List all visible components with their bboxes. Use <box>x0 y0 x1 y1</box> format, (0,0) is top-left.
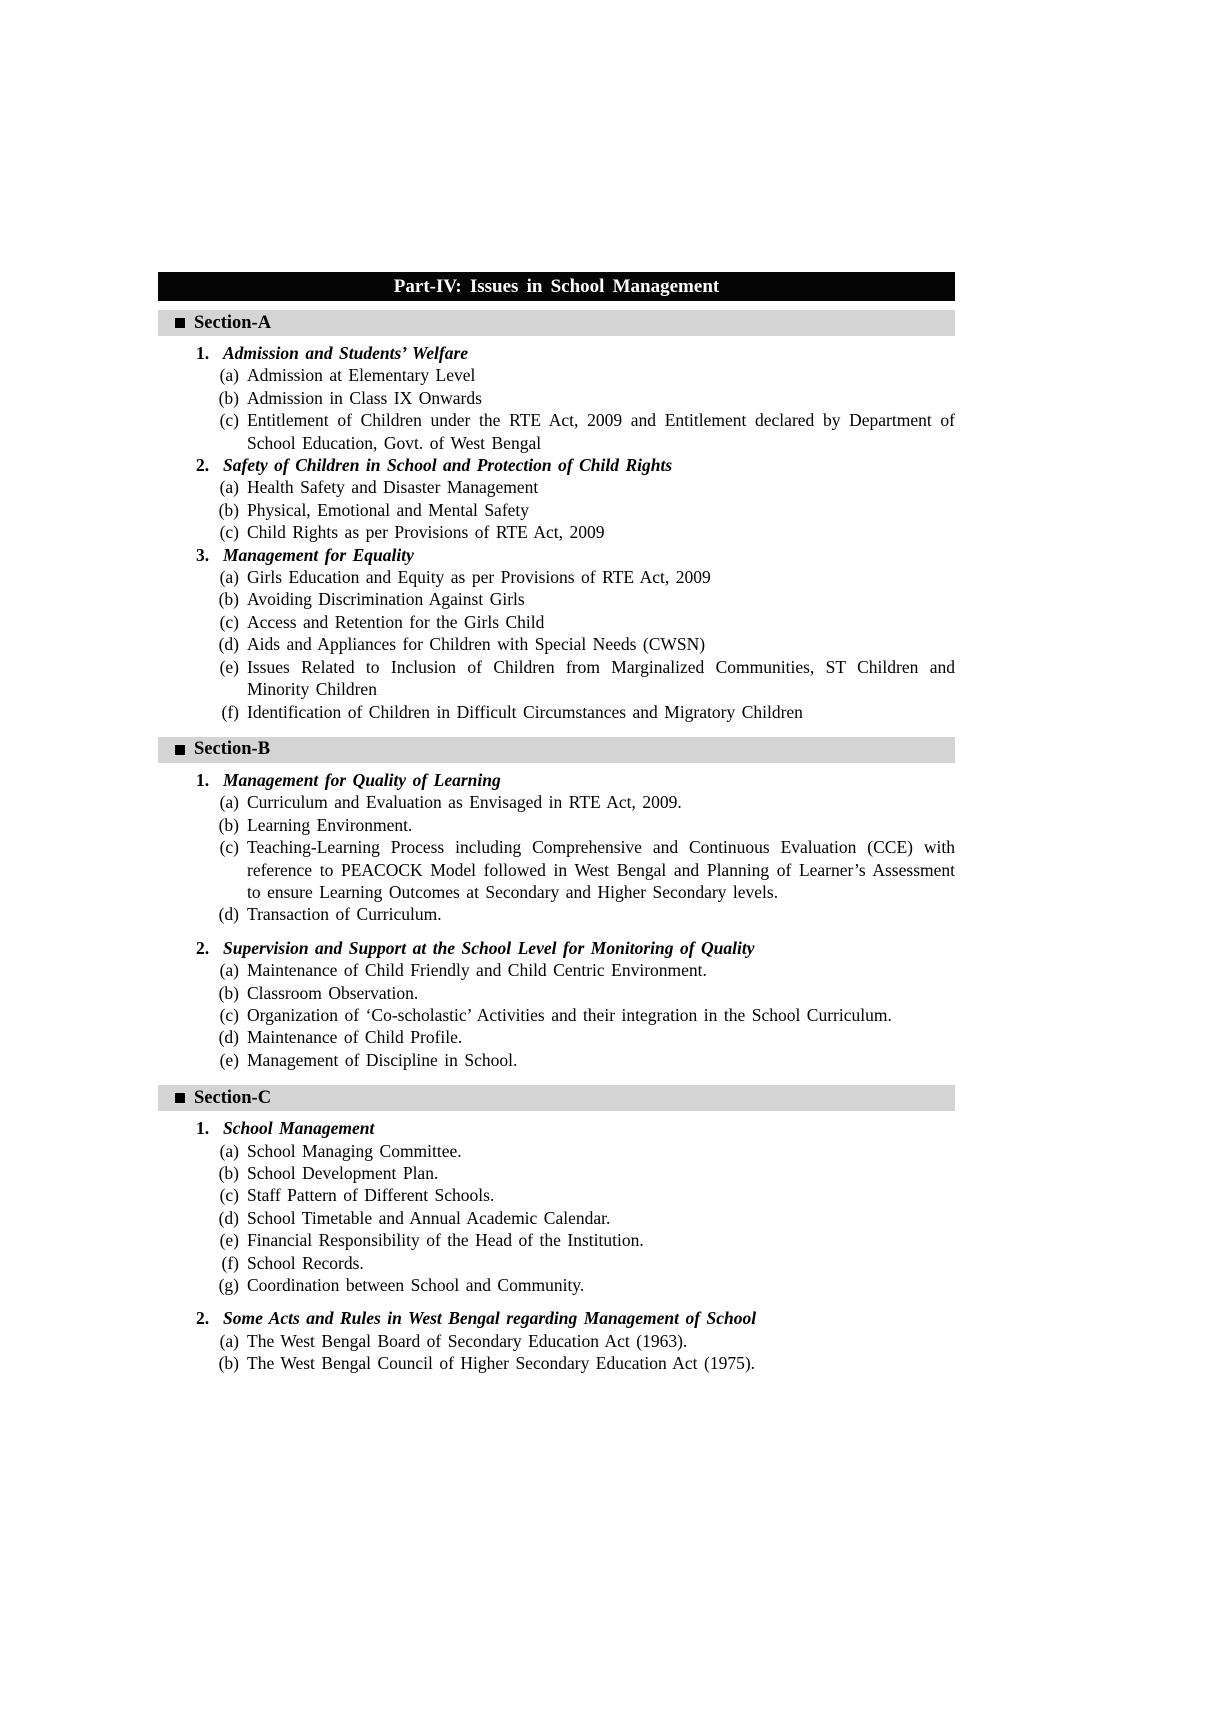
subtopic-label: (f) <box>221 1252 239 1273</box>
subtopic-label: (f) <box>221 701 239 722</box>
subtopic-text: School Timetable and Annual Academic Calendar. <box>247 1207 611 1228</box>
subtopic <box>158 903 955 925</box>
topic-title: Supervision and Support at the School Level for Monitoring of Quality <box>223 937 755 958</box>
square-bullet-icon <box>175 745 185 755</box>
topic-number: 1. <box>196 1118 210 1139</box>
subtopic-text: Maintenance of Child Friendly and Child Centric Environment. <box>247 960 707 981</box>
subtopic-label: (b) <box>218 982 239 1003</box>
subtopic-text: School Managing Committee. <box>247 1140 462 1161</box>
subtopic <box>158 1229 955 1251</box>
subtopic-label: (c) <box>219 410 239 431</box>
topic <box>158 769 955 926</box>
subtopic <box>158 409 955 454</box>
subtopic-label: (c) <box>219 522 239 543</box>
subtopic-label: (g) <box>218 1275 239 1296</box>
subtopic-text: Health Safety and Disaster Management <box>247 477 539 498</box>
section-c-label: Section-C <box>194 1087 272 1108</box>
square-bullet-icon <box>175 318 185 328</box>
topic-number: 2. <box>196 1308 210 1329</box>
section-a-header <box>158 310 955 336</box>
topic-number: 2. <box>196 455 210 476</box>
subtopic <box>158 1352 955 1374</box>
subtopic-label: (c) <box>219 837 239 858</box>
topic <box>158 1307 955 1374</box>
subtopic-text: Child Rights as per Provisions of RTE Act, 2009 <box>247 522 605 543</box>
topic-heading <box>158 1117 955 1139</box>
section-b-header <box>158 737 955 763</box>
subtopic <box>158 1330 955 1352</box>
subtopic <box>158 836 955 903</box>
topic <box>158 937 955 1071</box>
topic <box>158 544 955 723</box>
subtopic-label: (c) <box>219 611 239 632</box>
subtopic-label: (d) <box>218 1027 239 1048</box>
subtopic-text: School Records. <box>247 1252 364 1273</box>
subtopic-label: (e) <box>219 1230 239 1251</box>
section-b-body <box>158 763 955 1076</box>
subtopic-text: Management of Discipline in School. <box>247 1049 518 1070</box>
subtopic-text: Admission in Class IX Onwards <box>247 387 482 408</box>
subtopic-label: (e) <box>219 1049 239 1070</box>
subtopic <box>158 656 955 701</box>
subtopic <box>158 1207 955 1229</box>
topic-number: 1. <box>196 769 210 790</box>
subtopic-text: Learning Environment. <box>247 814 413 835</box>
topic-title: Some Acts and Rules in West Bengal regarding Management of School <box>223 1308 757 1329</box>
topic-heading <box>158 454 955 476</box>
subtopic <box>158 1162 955 1184</box>
subtopic-label: (a) <box>219 960 239 981</box>
subtopic-text: Staff Pattern of Different Schools. <box>247 1185 495 1206</box>
subtopic-text: Avoiding Discrimination Against Girls <box>247 589 525 610</box>
subtopic <box>158 633 955 655</box>
subtopic-text: Curriculum and Evaluation as Envisaged in RTE Act, 2009. <box>247 792 682 813</box>
subtopic-text: Coordination between School and Community. <box>247 1275 585 1296</box>
part-title: Part-IV: Issues in School Management <box>393 276 720 297</box>
subtopic-text: Organization of ‘Co-scholastic’ Activities and their integration in the School Curriculum. <box>247 1004 892 1025</box>
subtopic-label: (b) <box>218 589 239 610</box>
topic-title: Management for Equality <box>223 544 414 565</box>
section-c-header <box>158 1085 955 1111</box>
subtopic-label: (b) <box>218 1163 239 1183</box>
subtopic-text: Access and Retention for the Girls Child <box>247 611 545 632</box>
subtopic-label: (a) <box>219 792 239 813</box>
section-a-label: Section-A <box>194 312 272 333</box>
topic-title: Management for Quality of Learning <box>223 769 501 790</box>
subtopic-label: (b) <box>218 499 239 520</box>
subtopic-text: Identification of Children in Difficult Circumstances and Migratory Children <box>247 701 803 722</box>
subtopic-text: Transaction of Curriculum. <box>247 904 442 925</box>
subtopic <box>158 1274 955 1296</box>
subtopic <box>158 1004 955 1026</box>
subtopic <box>158 364 955 386</box>
subtopic <box>158 982 955 1004</box>
subtopic-label: (d) <box>218 634 239 655</box>
subtopic-label: (c) <box>219 1185 239 1206</box>
subtopic-label: (e) <box>219 656 239 677</box>
topic <box>158 1117 955 1296</box>
subtopic-text: The West Bengal Council of Higher Secondary Education Act (1975). <box>247 1353 756 1374</box>
subtopic <box>158 1252 955 1274</box>
topic-number: 3. <box>196 544 210 565</box>
topic-title: School Management <box>223 1118 375 1139</box>
subtopic <box>158 499 955 521</box>
subtopic <box>158 791 955 813</box>
section-c-body <box>158 1111 955 1379</box>
topic <box>158 454 955 544</box>
subtopic <box>158 701 955 723</box>
subtopic-text: Classroom Observation. <box>247 982 419 1003</box>
subtopic-label: (b) <box>218 814 239 835</box>
subtopic <box>158 814 955 836</box>
subtopic-text: Admission at Elementary Level <box>247 365 476 386</box>
subtopic-label: (b) <box>218 1353 239 1374</box>
part-title-bar <box>158 272 955 301</box>
subtopic-text: Teaching-Learning Process including Comprehensive and Continuous Evaluation (CCE) with reference to PEACOCK Model followed in West Bengal and Planning of Learner’s Assessment to ensure Learning Outcomes at Secondary and Higher Secondary levels. <box>247 837 955 902</box>
subtopic-text: Entitlement of Children under the RTE Act, 2009 and Entitlement declared by Department of School Education, Govt. of West Bengal <box>247 410 955 453</box>
subtopic-text: Financial Responsibility of the Head of the Institution. <box>247 1230 644 1251</box>
topic-number: 2. <box>196 937 210 958</box>
subtopic <box>158 476 955 498</box>
subtopic-label: (d) <box>218 904 239 925</box>
subtopic-text: School Development Plan. <box>247 1163 439 1183</box>
subtopic-text: Girls Education and Equity as per Provisions of RTE Act, 2009 <box>247 567 711 588</box>
topic-heading <box>158 769 955 791</box>
topic-heading <box>158 1307 955 1329</box>
subtopic-label: (b) <box>218 387 239 408</box>
subtopic-label: (a) <box>219 365 239 386</box>
subtopic <box>158 588 955 610</box>
subtopic <box>158 387 955 409</box>
topic-title: Safety of Children in School and Protection of Child Rights <box>223 455 673 476</box>
subtopic <box>158 1140 955 1162</box>
subtopic-text: Physical, Emotional and Mental Safety <box>247 499 530 520</box>
topic-heading <box>158 937 955 959</box>
subtopic-text: Aids and Appliances for Children with Special Needs (CWSN) <box>247 634 706 655</box>
topic-heading <box>158 544 955 566</box>
subtopic-label: (c) <box>219 1004 239 1025</box>
subtopic-label: (a) <box>219 567 239 588</box>
square-bullet-icon <box>175 1093 185 1103</box>
section-a-body <box>158 336 955 728</box>
subtopic <box>158 1026 955 1048</box>
subtopic-text: Issues Related to Inclusion of Children from Marginalized Communities, ST Children and Minority Children <box>247 656 955 700</box>
subtopic-label: (a) <box>219 477 239 498</box>
subtopic-label: (a) <box>219 1330 239 1351</box>
topic-number: 1. <box>196 343 210 363</box>
subtopic <box>158 521 955 543</box>
subtopic <box>158 566 955 588</box>
subtopic <box>158 1049 955 1071</box>
subtopic <box>158 611 955 633</box>
subtopic-label: (d) <box>218 1207 239 1228</box>
subtopic-label: (a) <box>219 1140 239 1161</box>
document-content <box>158 272 955 1380</box>
topic-title: Admission and Students’ Welfare <box>223 343 469 363</box>
section-b-label: Section-B <box>194 739 271 760</box>
topic <box>158 342 955 454</box>
subtopic-text: The West Bengal Board of Secondary Education Act (1963). <box>247 1330 688 1351</box>
subtopic <box>158 959 955 981</box>
subtopic-text: Maintenance of Child Profile. <box>247 1027 463 1048</box>
subtopic <box>158 1184 955 1206</box>
topic-heading <box>158 342 955 364</box>
